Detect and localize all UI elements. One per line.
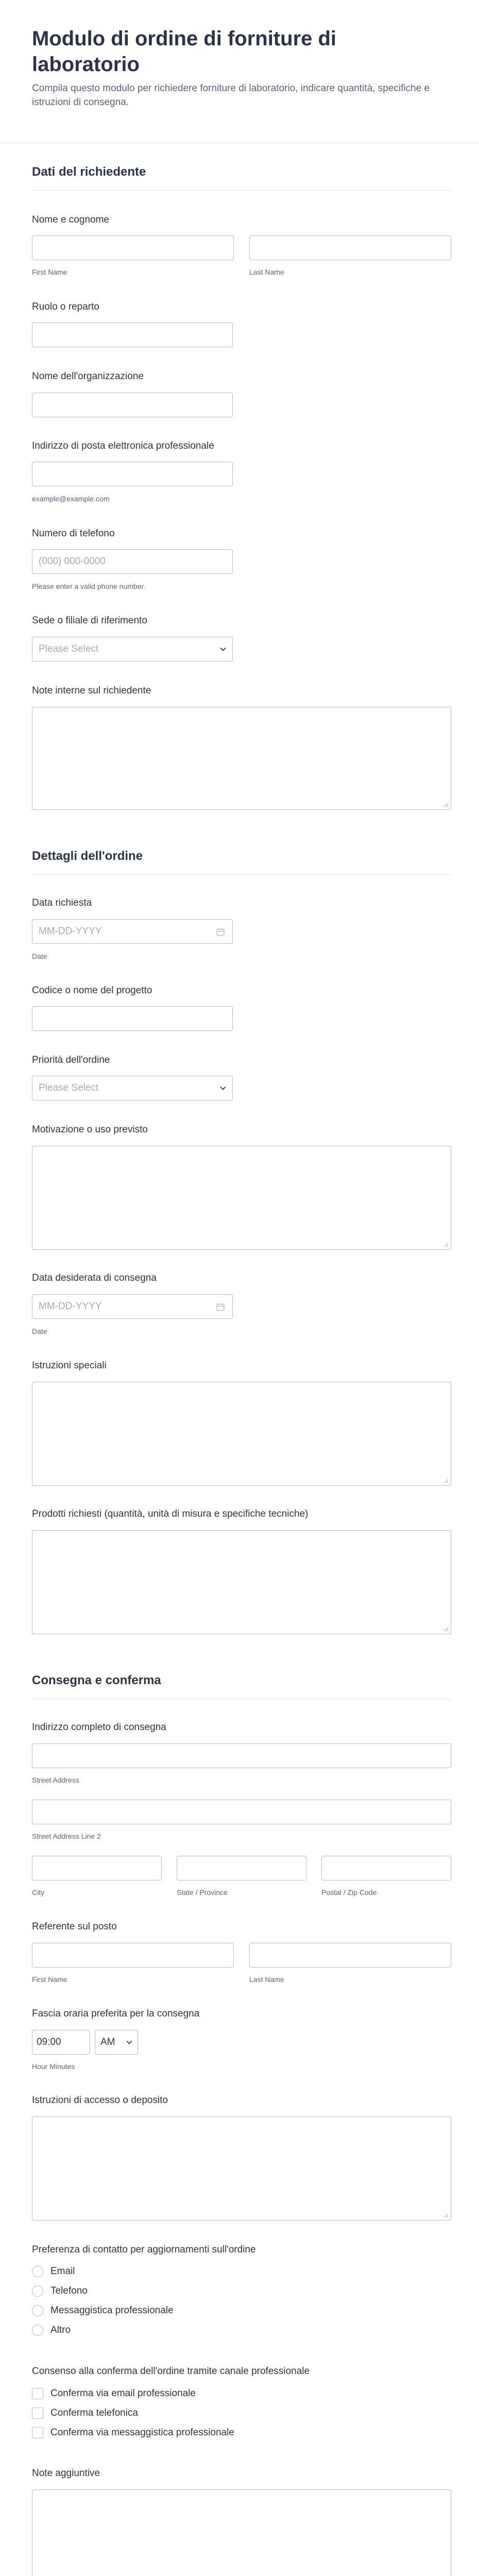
radio-option-label: Altro: [50, 2325, 71, 2335]
time-input[interactable]: [32, 2030, 90, 2055]
special-instructions-label: Istruzioni speciali: [32, 1360, 107, 1371]
form-title: Modulo di ordine di forniture di laboratorio: [32, 27, 337, 76]
address-label: Indirizzo completo di consegna: [32, 1722, 166, 1733]
form-description: Compila questo modulo per richiedere forniture di laboratorio, indicare quantità, specifiche e istruzioni di consegna.: [32, 83, 430, 108]
special-instructions-textarea[interactable]: [32, 1382, 451, 1486]
project-label: Codice o nome del progetto: [32, 985, 152, 996]
checkbox-option-phone[interactable]: [32, 2406, 138, 2420]
request-date-label: Data richiesta: [32, 897, 92, 908]
full-name-label: Nome e cognome: [32, 214, 109, 225]
state-input[interactable]: [177, 1856, 306, 1880]
chevron-down-icon: [220, 646, 226, 652]
radio-button[interactable]: [32, 2285, 43, 2297]
organization-label: Nome dell'organizzazione: [32, 371, 144, 382]
contact-last-name-input[interactable]: [249, 1943, 451, 1968]
products-textarea[interactable]: [32, 1530, 451, 1634]
radio-option-label: Telefono: [50, 2285, 88, 2296]
phone-placeholder: (000) 000-0000: [39, 556, 106, 567]
street-address-input[interactable]: [32, 1743, 451, 1768]
consent-label: Consenso alla conferma dell'ordine tramite canale professionale: [32, 2366, 310, 2377]
role-input[interactable]: [32, 323, 233, 347]
resize-grip-icon[interactable]: [443, 1626, 449, 1632]
site-contact-label: Referente sul posto: [32, 1921, 117, 1932]
checkbox[interactable]: [32, 2427, 43, 2438]
city-input[interactable]: [32, 1856, 162, 1880]
checkbox-option-email[interactable]: [32, 2387, 196, 2400]
calendar-icon[interactable]: [216, 927, 225, 937]
radio-button[interactable]: [32, 2266, 43, 2277]
access-instructions-textarea[interactable]: [32, 2116, 451, 2221]
role-label: Ruolo o reparto: [32, 301, 99, 312]
last-name-input[interactable]: [249, 235, 451, 260]
street-address-2-input[interactable]: [32, 1800, 451, 1824]
requester-notes-textarea[interactable]: [32, 707, 451, 810]
last-name-sublabel: Last Name: [249, 268, 284, 276]
organization-input[interactable]: [32, 393, 233, 417]
first-name-input[interactable]: [32, 235, 234, 260]
radio-button[interactable]: [32, 2305, 43, 2316]
radio-option-messaging[interactable]: [32, 2304, 174, 2317]
contact-preference-label: Preferenza di contatto per aggiornamenti sull'ordine: [32, 2244, 256, 2255]
time-sublabel: Hour Minutes: [32, 2062, 75, 2071]
resize-grip-icon[interactable]: [443, 802, 449, 807]
contact-last-name-sublabel: Last Name: [249, 1975, 284, 1984]
email-input[interactable]: [32, 462, 233, 486]
request-date-placeholder: MM-DD-YYYY: [39, 926, 102, 937]
zip-sublabel: Postal / Zip Code: [321, 1888, 377, 1896]
form-header: [0, 0, 479, 143]
purpose-textarea[interactable]: [32, 1146, 451, 1250]
delivery-time-label: Fascia oraria preferita per la consegna: [32, 2008, 200, 2019]
radio-option-other[interactable]: [32, 2324, 71, 2337]
section-divider: [32, 190, 451, 191]
resize-grip-icon[interactable]: [443, 2213, 449, 2218]
checkbox-option-label: Conferma via messaggistica professionale: [50, 2427, 234, 2438]
phone-input[interactable]: [32, 549, 233, 574]
email-label: Indirizzo di posta elettronica professionale: [32, 440, 214, 451]
radio-option-phone[interactable]: [32, 2284, 88, 2298]
checkbox[interactable]: [32, 2408, 43, 2419]
delivery-date-label: Data desiderata di consegna: [32, 1273, 157, 1283]
priority-label: Priorità dell'ordine: [32, 1055, 110, 1065]
delivery-date-placeholder: MM-DD-YYYY: [39, 1301, 102, 1312]
section-title-requester: Dati del richiedente: [32, 165, 146, 179]
radio-option-label: Messaggistica professionale: [50, 2305, 174, 2316]
delivery-date-input[interactable]: [32, 1294, 233, 1319]
branch-select-value: Please Select: [39, 643, 99, 654]
section-title-order-details: Dettagli dell'ordine: [32, 849, 143, 863]
phone-label: Numero di telefono: [32, 528, 115, 539]
additional-notes-textarea[interactable]: [32, 2489, 451, 2576]
branch-select[interactable]: [32, 637, 233, 662]
street-address-sublabel: Street Address: [32, 1776, 79, 1784]
section-title-delivery: Consegna e conferma: [32, 1673, 161, 1687]
ampm-select[interactable]: [95, 2030, 138, 2055]
time-value: 09:00: [37, 2037, 61, 2047]
project-input[interactable]: [32, 1006, 233, 1031]
checkbox-option-label: Conferma telefonica: [50, 2408, 139, 2418]
additional-notes-label: Note aggiuntive: [32, 2468, 100, 2479]
request-date-input[interactable]: [32, 919, 233, 944]
radio-option-email[interactable]: [32, 2265, 75, 2278]
contact-first-name-sublabel: First Name: [32, 1975, 67, 1984]
phone-sublabel: Please enter a valid phone number.: [32, 582, 146, 590]
products-label: Prodotti richiesti (quantità, unità di misura e specifiche tecniche): [32, 1509, 309, 1519]
chevron-down-icon: [220, 1085, 226, 1091]
city-sublabel: City: [32, 1888, 45, 1896]
resize-grip-icon[interactable]: [443, 1478, 449, 1483]
access-instructions-label: Istruzioni di accesso o deposito: [32, 2095, 168, 2106]
request-date-sublabel: Date: [32, 952, 47, 960]
street-address-2-sublabel: Street Address Line 2: [32, 1832, 101, 1840]
requester-notes-label: Note interne sul richiedente: [32, 685, 151, 696]
radio-option-label: Email: [50, 2266, 75, 2277]
purpose-label: Motivazione o uso previsto: [32, 1124, 148, 1135]
state-sublabel: State / Province: [177, 1888, 228, 1896]
zip-input[interactable]: [321, 1856, 451, 1880]
contact-first-name-input[interactable]: [32, 1943, 234, 1968]
calendar-icon[interactable]: [216, 1302, 225, 1312]
chevron-down-icon: [126, 2039, 132, 2045]
checkbox-option-messaging[interactable]: [32, 2426, 234, 2439]
branch-label: Sede o filiale di riferimento: [32, 615, 147, 626]
ampm-value: AM: [100, 2037, 115, 2047]
priority-select[interactable]: [32, 1076, 233, 1100]
checkbox[interactable]: [32, 2388, 43, 2399]
radio-button[interactable]: [32, 2325, 43, 2336]
section-divider: [32, 874, 451, 875]
checkbox-option-label: Conferma via email professionale: [50, 2388, 196, 2399]
delivery-date-sublabel: Date: [32, 1327, 47, 1335]
resize-grip-icon[interactable]: [443, 1242, 449, 1247]
priority-select-value: Please Select: [39, 1082, 99, 1093]
email-sublabel: example@example.com: [32, 495, 110, 503]
first-name-sublabel: First Name: [32, 268, 67, 276]
